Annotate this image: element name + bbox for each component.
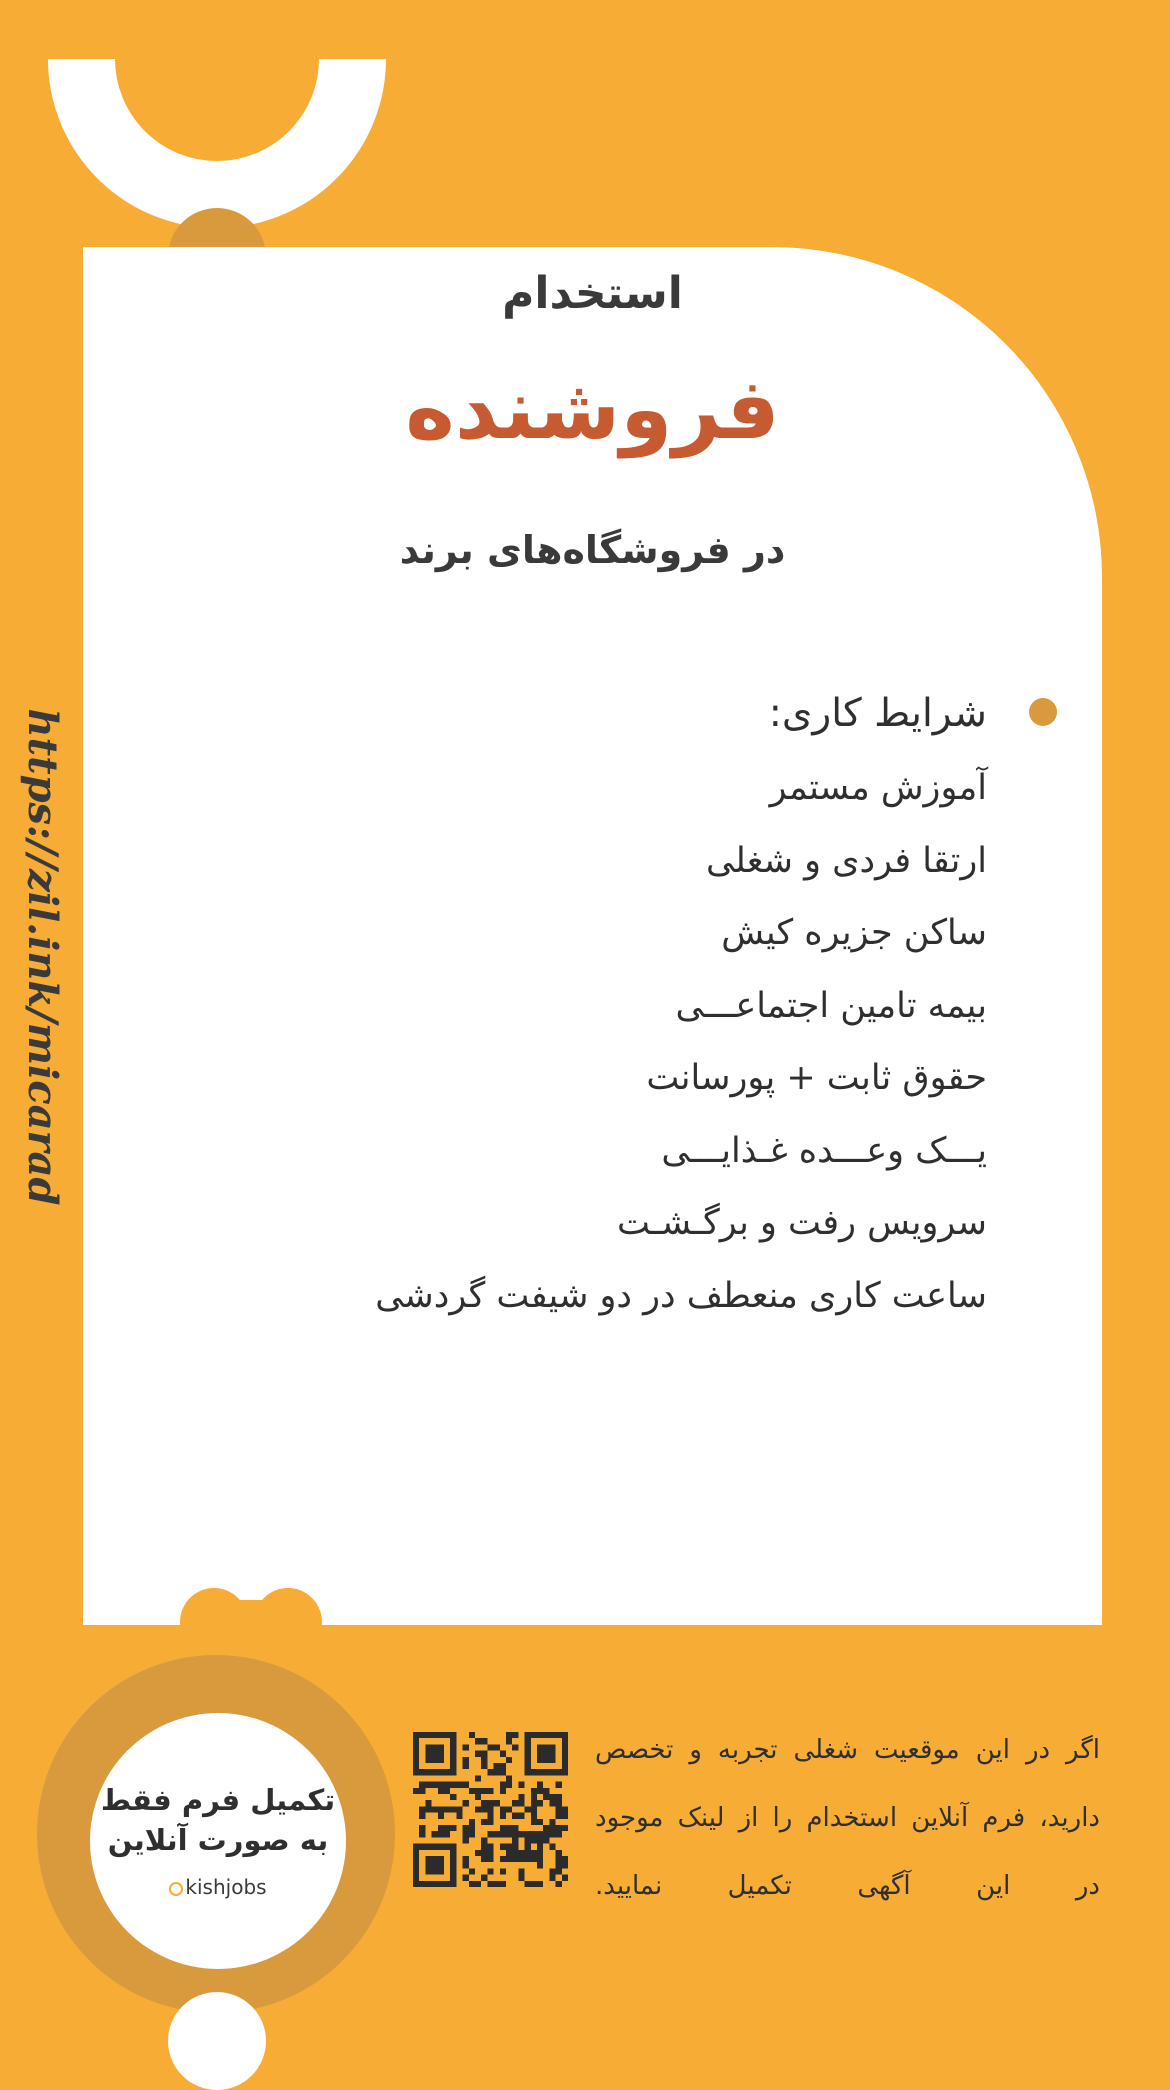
condition-item: ساکن جزیره کیش — [721, 913, 987, 953]
condition-item: سرویس رفت و برگـشـت — [617, 1203, 987, 1243]
condition-item: حقوق ثابت + پورسانت — [646, 1058, 987, 1098]
poster-subtitle: در فروشگاه‌های برند — [399, 528, 786, 572]
card-notch-left — [180, 1588, 248, 1656]
bottom-dot-decoration — [168, 1992, 266, 2090]
cta-line-2: به صورت آنلاین — [107, 1823, 329, 1857]
cta-text — [90, 1780, 346, 1860]
condition-item: ارتقا فردی و شغلی — [705, 840, 987, 881]
side-url-link[interactable]: https://zil.ink/micarad — [19, 708, 66, 1206]
conditions-bullet-icon — [1029, 698, 1057, 726]
card-notch-right — [254, 1588, 322, 1656]
qr-code-icon[interactable] — [413, 1732, 568, 1887]
info-line: در این آگهی تکمیل نمایید. — [595, 1871, 1100, 1901]
poster-heading: استخدام — [502, 268, 683, 319]
condition-item: بیمه تامین اجتماعـــی — [675, 985, 987, 1026]
instagram-icon — [169, 1882, 183, 1896]
condition-item: آموزش مستمر — [769, 768, 987, 808]
condition-item: ساعت کاری منعطف در دو شیفت گردشی — [375, 1275, 987, 1316]
info-text — [595, 1716, 1100, 1920]
conditions-header: شرایط کاری: — [768, 691, 987, 736]
cta-line-1: تکمیل فرم فقط — [100, 1783, 336, 1817]
info-line: دارید، فرم آنلاین استخدام را از لینک موجود — [595, 1803, 1100, 1833]
info-line: اگر در این موقعیت شغلی تجربه و تخصص — [595, 1735, 1100, 1765]
condition-item: یـــک وعـــده غـذایـــی — [661, 1130, 987, 1171]
social-handle[interactable] — [90, 1875, 346, 1899]
top-ring-decoration — [48, 0, 386, 228]
conditions-list — [287, 690, 987, 1344]
poster-title: فروشنده — [405, 360, 780, 458]
social-handle-text: kishjobs — [185, 1875, 267, 1899]
